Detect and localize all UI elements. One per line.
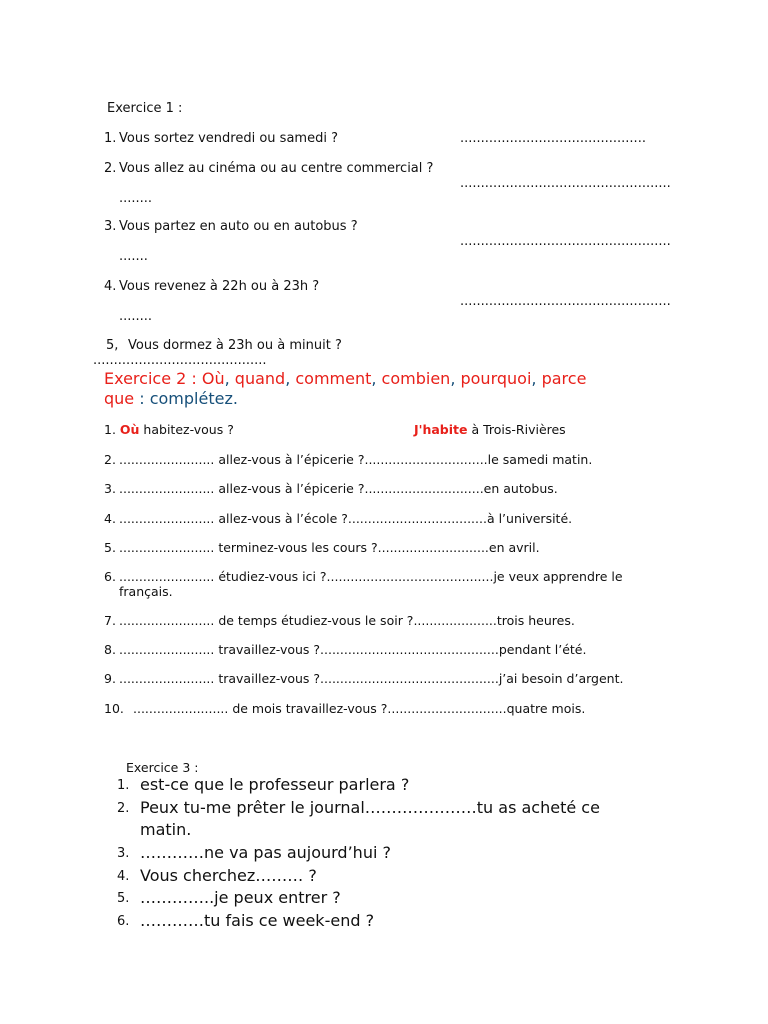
ex3-item-1-number: 1. — [117, 778, 130, 793]
ex1-item-2-number: 2. — [104, 161, 117, 176]
keyword-comment: comment — [295, 369, 372, 388]
ex3-item-4-number: 4. — [117, 869, 130, 884]
ex1-item-4-answer-blank: ................................................... — [460, 294, 671, 309]
ex1-item-3-number: 3. — [104, 219, 117, 234]
keyword-pourquoi: pourquoi — [460, 369, 532, 388]
ex3-item-1-text: est-ce que le professeur parlera ? — [140, 775, 410, 794]
ex1-item-5-number: 5, — [106, 338, 119, 353]
keyword-quand: quand — [234, 369, 286, 388]
colon: : — [134, 389, 150, 408]
exercise-3-title: Exercice 3 : — [126, 760, 199, 775]
ex2-item-2-text: ........................ allez-vous à l’épicerie ?...............................le samedi matin. — [119, 452, 593, 467]
ex2-example-answer — [414, 422, 566, 437]
ex2-example-row — [104, 422, 234, 437]
ex1-item-4-answer-continuation: ........ — [119, 309, 153, 324]
ex1-item-1-question: Vous sortez vendredi ou samedi ? — [119, 131, 338, 146]
ex2-item-6-number: 6. — [104, 569, 116, 584]
ex2-item-1-number: 1. — [104, 422, 116, 437]
exercise-2-title-line-1 — [104, 369, 586, 388]
ex2-item-4-text: ........................ allez-vous à l’école ?...................................à l’université. — [119, 511, 573, 526]
ex2-example-word: Où — [119, 422, 140, 437]
ex2-item-2-number: 2. — [104, 452, 116, 467]
ex2-item-9-number: 9. — [104, 671, 116, 686]
comma: , — [531, 369, 542, 388]
comma: , — [224, 369, 235, 388]
ex2-item-7-text: ........................ de temps étudiez-vous le soir ?.....................trois heures. — [119, 613, 575, 628]
keyword-combien: combien — [381, 369, 451, 388]
keyword-que: que — [104, 389, 135, 408]
ex2-item-5-text: ........................ terminez-vous les cours ?............................en avril. — [119, 540, 540, 555]
ex2-item-6-continuation: français. — [119, 584, 173, 599]
ex3-item-2-continuation: matin. — [140, 820, 192, 839]
ex3-item-3-text: …………ne va pas aujourd’hui ? — [140, 843, 391, 862]
ex3-item-2-text: Peux tu-me prêter le journal…………………tu as acheté ce — [140, 798, 600, 817]
ex1-item-5-question: Vous dormez à 23h ou à minuit ? — [128, 338, 342, 353]
ex1-item-3-answer-blank: ................................................... — [460, 234, 671, 249]
ex1-item-4-number: 4. — [104, 279, 117, 294]
ex2-example-answer-rest: à Trois-Rivières — [467, 422, 566, 437]
keyword-parce: parce — [541, 369, 587, 388]
ex2-item-7-number: 7. — [104, 613, 116, 628]
instruction-completez: complétez. — [149, 389, 238, 408]
ex2-example-question: habitez-vous ? — [139, 422, 234, 437]
ex3-item-2-number: 2. — [117, 801, 130, 816]
ex2-item-5-number: 5. — [104, 540, 116, 555]
ex2-item-10-text: ........................ de mois travaillez-vous ?..............................quatre mois. — [133, 701, 586, 716]
ex2-item-6-text: ........................ étudiez-vous ici ?..........................................je veux apprendre le — [119, 569, 623, 584]
ex1-item-2-answer-continuation: ........ — [119, 191, 153, 206]
ex3-item-5-number: 5. — [117, 891, 130, 906]
ex1-item-1-answer-blank: ............................................. — [460, 131, 646, 146]
exercise-1-title: Exercice 1 : — [107, 101, 183, 116]
ex1-item-2-question: Vous allez au cinéma ou au centre commercial ? — [119, 161, 434, 176]
ex2-item-10-number: 10. — [104, 701, 124, 716]
ex3-item-6-number: 6. — [117, 914, 130, 929]
ex1-item-2-answer-blank: ................................................... — [460, 176, 671, 191]
ex1-item-3-answer-continuation: ....... — [119, 249, 148, 264]
ex2-item-4-number: 4. — [104, 511, 116, 526]
ex3-item-3-number: 3. — [117, 846, 130, 861]
comma: , — [285, 369, 296, 388]
ex2-item-9-text: ........................ travaillez-vous ?.............................................j’ai besoin d’argent. — [119, 671, 624, 686]
ex2-item-8-text: ........................ travaillez-vous ?.............................................pendant l’été. — [119, 642, 587, 657]
ex1-item-5-answer-blank: .......................................... — [93, 353, 267, 368]
ex2-item-3-number: 3. — [104, 481, 116, 496]
exercise-2-title-line-2 — [104, 389, 238, 408]
comma: , — [371, 369, 382, 388]
ex2-item-3-text: ........................ allez-vous à l’épicerie ?..............................en autobus. — [119, 481, 558, 496]
ex1-item-4-question: Vous revenez à 22h ou à 23h ? — [119, 279, 320, 294]
ex3-item-5-text: …………..je peux entrer ? — [140, 888, 341, 907]
comma: , — [450, 369, 461, 388]
ex2-example-answer-bold: J'habite — [414, 422, 468, 437]
ex1-item-3-question: Vous partez en auto ou en autobus ? — [119, 219, 358, 234]
exercise-2-heading-ou: Exercice 2 : Où — [104, 369, 225, 388]
ex3-item-6-text: …………tu fais ce week-end ? — [140, 911, 375, 930]
ex3-item-4-text: Vous cherchez……… ? — [140, 866, 317, 885]
ex1-item-1-number: 1. — [104, 131, 117, 146]
ex2-item-8-number: 8. — [104, 642, 116, 657]
